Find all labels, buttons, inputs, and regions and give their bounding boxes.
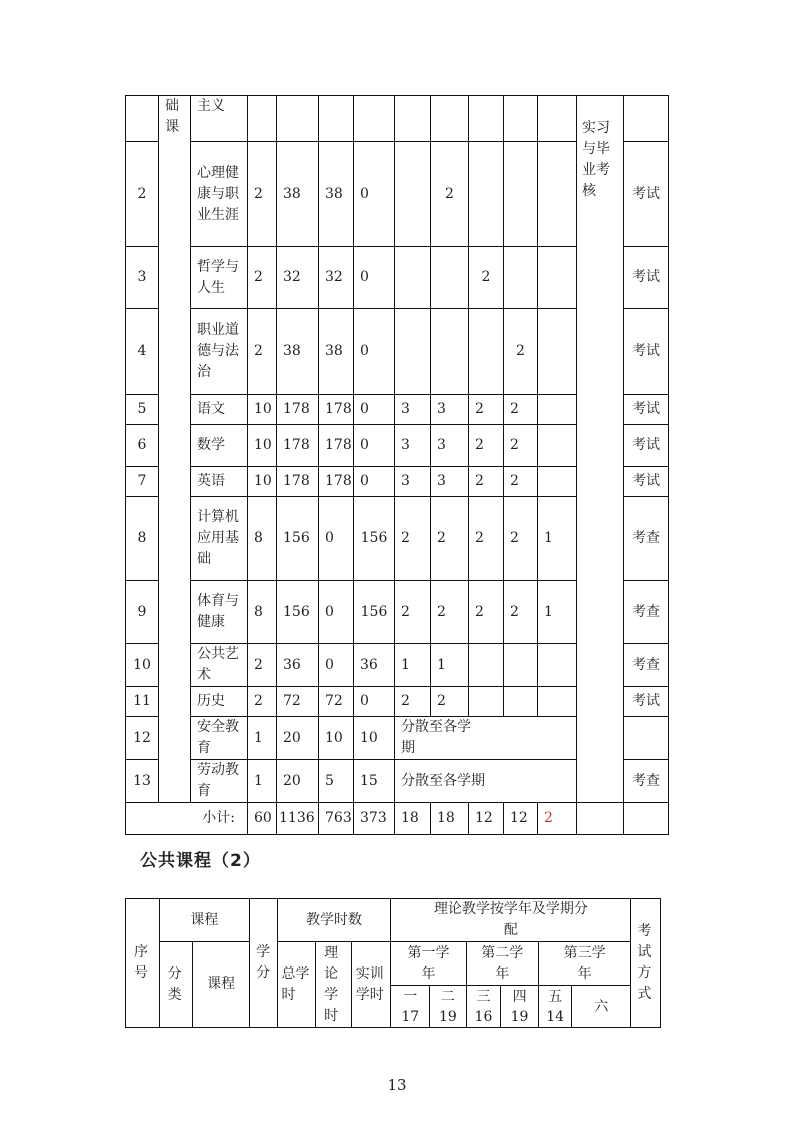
exam-type-cell: 考查 — [624, 644, 669, 687]
cell-total: 72 — [277, 687, 319, 717]
cell-s3 — [469, 96, 504, 142]
header-practice-hours: 实训学时 — [351, 942, 391, 1028]
cell-s4 — [504, 687, 538, 717]
course-name-cell: 语文 — [191, 395, 248, 425]
cell-total: 38 — [277, 142, 319, 247]
cell-s2: 1 — [431, 644, 469, 687]
term-label: 三 — [476, 988, 491, 1005]
cell-s1 — [395, 309, 431, 395]
subtotal-s3: 12 — [469, 803, 504, 835]
term-label: 四 — [512, 988, 527, 1005]
subtotal-exam — [624, 803, 669, 835]
category-gap-cell — [159, 687, 191, 717]
cell-s2: 3 — [431, 395, 469, 425]
cell-credit: 2 — [248, 644, 277, 687]
exam-type-cell: 考查 — [624, 497, 669, 581]
cell-total: 32 — [277, 247, 319, 309]
cell-s3: 2 — [469, 395, 504, 425]
category-gap-cell — [159, 497, 191, 581]
header-theory-hours: 理论学时 — [316, 942, 352, 1028]
subtotal-practice: 373 — [354, 803, 395, 835]
header-credit: 学分 — [250, 899, 277, 1028]
term-label: 一 — [403, 988, 418, 1005]
cell-theory — [319, 96, 354, 142]
category-gap-cell — [159, 717, 191, 760]
header-course-group: 课程 — [159, 899, 250, 942]
cell-credit — [248, 96, 277, 142]
header-year1: 第一学年 — [391, 942, 466, 986]
cell-credit: 2 — [248, 309, 277, 395]
cell-s2 — [431, 309, 469, 395]
term-weeks: 19 — [438, 1008, 457, 1025]
cell-theory: 38 — [319, 309, 354, 395]
term-label: 二 — [440, 988, 455, 1005]
cell-s2: 2 — [431, 687, 469, 717]
cell-credit: 8 — [248, 497, 277, 581]
header-seq: 序号 — [126, 899, 160, 1028]
cell-s1 — [395, 96, 431, 142]
cell-s4 — [504, 142, 538, 247]
category-gap-cell — [159, 395, 191, 425]
course-name-cell: 哲学与人生 — [191, 247, 248, 309]
section-title: 公共课程（2） — [140, 851, 261, 871]
cell-theory: 72 — [319, 687, 354, 717]
cell-s1: 2 — [395, 581, 431, 644]
distribution-cell: 分散至各学期 — [395, 760, 577, 803]
term-label: 六 — [594, 998, 609, 1015]
row-number-cell: 12 — [126, 717, 159, 760]
cell-practice — [354, 96, 395, 142]
cell-s4: 2 — [504, 395, 538, 425]
cell-s5: 1 — [538, 497, 577, 581]
cell-s4 — [504, 644, 538, 687]
cell-s3: 2 — [469, 247, 504, 309]
cell-total: 38 — [277, 309, 319, 395]
course-name-cell: 心理健康与职业生涯 — [191, 142, 248, 247]
cell-exam — [624, 96, 669, 142]
cell-s5 — [538, 395, 577, 425]
subtotal-credit: 60 — [248, 803, 277, 835]
cell-s1: 2 — [395, 497, 431, 581]
cell-s4: 2 — [504, 425, 538, 467]
term-label: 五 — [548, 988, 563, 1005]
cell-practice: 0 — [354, 425, 395, 467]
row-number-cell: 13 — [126, 760, 159, 803]
header-dist-group: 理论教学按学年及学期分配 — [391, 899, 631, 942]
term-weeks: 16 — [474, 1008, 493, 1025]
cell-credit: 8 — [248, 581, 277, 644]
row-number-cell: 9 — [126, 581, 159, 644]
cell-theory: 178 — [319, 425, 354, 467]
course-name-cell: 劳动教育 — [191, 760, 248, 803]
subtotal-total: 1136 — [277, 803, 319, 835]
cell-s2 — [431, 247, 469, 309]
cell-credit: 2 — [248, 247, 277, 309]
term-cell — [466, 986, 501, 1028]
cell-s3 — [469, 644, 504, 687]
term-cell — [430, 986, 467, 1028]
cell-practice: 0 — [354, 142, 395, 247]
row-number-cell: 11 — [126, 687, 159, 717]
cell-s1: 3 — [395, 425, 431, 467]
subtotal-row — [126, 803, 669, 835]
cell-credit: 10 — [248, 467, 277, 497]
cell-s4: 2 — [504, 467, 538, 497]
subtotal-s2: 18 — [431, 803, 469, 835]
subtotal-label: 小计: — [126, 803, 248, 835]
cell-total: 156 — [277, 497, 319, 581]
cell-total: 36 — [277, 644, 319, 687]
cell-s3 — [469, 309, 504, 395]
cell-practice: 0 — [354, 467, 395, 497]
merged-remark-cell: 实习与毕业考核 — [577, 96, 624, 803]
cell-s2: 3 — [431, 425, 469, 467]
cell-s5 — [538, 142, 577, 247]
cell-s3: 2 — [469, 497, 504, 581]
subtotal-s4: 12 — [504, 803, 538, 835]
cell-s2: 3 — [431, 467, 469, 497]
category-gap-cell — [159, 309, 191, 395]
cell-s5 — [538, 425, 577, 467]
row-number-cell: 6 — [126, 425, 159, 467]
term-weeks: 14 — [546, 1008, 565, 1025]
exam-type-cell: 考试 — [624, 395, 669, 425]
cell-s3 — [469, 687, 504, 717]
term-cell — [391, 986, 430, 1028]
header-total-hours: 总学时 — [277, 942, 316, 1028]
exam-type-cell: 考试 — [624, 142, 669, 247]
exam-type-cell: 考查 — [624, 581, 669, 644]
cell-s3: 2 — [469, 425, 504, 467]
cell-theory: 38 — [319, 142, 354, 247]
cell-practice: 10 — [354, 717, 395, 760]
cell-s1 — [395, 247, 431, 309]
cell-total: 178 — [277, 425, 319, 467]
course-name-cell: 公共艺术 — [191, 644, 248, 687]
cell-practice: 36 — [354, 644, 395, 687]
row-number-cell: 5 — [126, 395, 159, 425]
cell-credit: 10 — [248, 425, 277, 467]
course-name-cell: 数学 — [191, 425, 248, 467]
table-row-top — [126, 96, 669, 142]
row-number-cell: 2 — [126, 142, 159, 247]
cell-practice: 0 — [354, 687, 395, 717]
cell-practice: 156 — [354, 581, 395, 644]
cell-s2: 2 — [431, 497, 469, 581]
cell-s5 — [538, 309, 577, 395]
cell-credit: 1 — [248, 717, 277, 760]
cell-s2 — [431, 96, 469, 142]
course-name-cell: 安全教育 — [191, 717, 248, 760]
row-number-cell: 7 — [126, 467, 159, 497]
row-number-cell: 3 — [126, 247, 159, 309]
course-name-cell: 职业道德与法治 — [191, 309, 248, 395]
course-name-cell: 英语 — [191, 467, 248, 497]
category-gap-cell — [159, 581, 191, 644]
category-cell: 础课 — [159, 96, 191, 142]
row-number-cell: 4 — [126, 309, 159, 395]
header-hours-group: 教学时数 — [277, 899, 391, 942]
cell-s1: 2 — [395, 687, 431, 717]
cell-s3: 2 — [469, 467, 504, 497]
cell-s1 — [395, 142, 431, 247]
cell-s1: 3 — [395, 467, 431, 497]
cell-s4: 2 — [504, 497, 538, 581]
term-weeks: 17 — [401, 1008, 420, 1025]
header-year2: 第二学年 — [466, 942, 538, 986]
term-weeks: 19 — [510, 1008, 529, 1025]
category-gap-cell — [159, 760, 191, 803]
term-cell — [572, 986, 631, 1028]
cell-total: 178 — [277, 467, 319, 497]
cell-total — [277, 96, 319, 142]
cell-s1: 3 — [395, 395, 431, 425]
term-cell — [501, 986, 539, 1028]
exam-type-cell: 考查 — [624, 760, 669, 803]
cell-practice: 15 — [354, 760, 395, 803]
exam-type-cell: 考试 — [624, 687, 669, 717]
cell-theory: 0 — [319, 644, 354, 687]
course-name-cell: 计算机应用基础 — [191, 497, 248, 581]
subtotal-theory: 763 — [319, 803, 354, 835]
cell-s3 — [469, 142, 504, 247]
cell-s5 — [538, 644, 577, 687]
course-header-table — [125, 898, 661, 1028]
cell-s2: 2 — [431, 581, 469, 644]
cell-s4: 2 — [504, 581, 538, 644]
cell-s1: 1 — [395, 644, 431, 687]
cell-s4 — [504, 96, 538, 142]
cell-s5 — [538, 96, 577, 142]
cell-s5 — [538, 247, 577, 309]
exam-type-cell: 考试 — [624, 425, 669, 467]
header-year3: 第三学年 — [538, 942, 631, 986]
course-name-cell: 主义 — [191, 96, 248, 142]
cell-practice: 0 — [354, 395, 395, 425]
subtotal-s1: 18 — [395, 803, 431, 835]
cell-s2: 2 — [431, 142, 469, 247]
exam-type-cell — [624, 717, 669, 760]
curriculum-table-body — [126, 96, 669, 835]
subtotal-remark — [577, 803, 624, 835]
cell-practice: 0 — [354, 309, 395, 395]
cell-total: 178 — [277, 395, 319, 425]
cell-credit: 1 — [248, 760, 277, 803]
cell-credit: 2 — [248, 687, 277, 717]
row-number-cell: 10 — [126, 644, 159, 687]
category-gap-cell — [159, 467, 191, 497]
exam-type-cell: 考试 — [624, 247, 669, 309]
cell-s5 — [538, 467, 577, 497]
cell-no — [126, 96, 159, 142]
cell-s4 — [504, 247, 538, 309]
cell-total: 20 — [277, 760, 319, 803]
category-gap-cell — [159, 247, 191, 309]
row-number-cell: 8 — [126, 497, 159, 581]
exam-type-cell: 考试 — [624, 309, 669, 395]
header-exam: 考试方式 — [631, 899, 661, 1028]
header-category: 分类 — [159, 942, 193, 1028]
category-gap-cell — [159, 644, 191, 687]
cell-total: 20 — [277, 717, 319, 760]
cell-credit: 10 — [248, 395, 277, 425]
header-course: 课程 — [193, 942, 250, 1028]
cell-total: 156 — [277, 581, 319, 644]
cell-theory: 5 — [319, 760, 354, 803]
cell-credit: 2 — [248, 142, 277, 247]
cell-s3: 2 — [469, 581, 504, 644]
cell-s5: 1 — [538, 581, 577, 644]
subtotal-s5: 2 — [538, 803, 577, 835]
cell-practice: 0 — [354, 247, 395, 309]
cell-s4: 2 — [504, 309, 538, 395]
cell-theory: 178 — [319, 395, 354, 425]
cell-theory: 32 — [319, 247, 354, 309]
cell-practice: 156 — [354, 497, 395, 581]
exam-type-cell: 考试 — [624, 467, 669, 497]
cell-theory: 178 — [319, 467, 354, 497]
page-number: 13 — [387, 1076, 407, 1094]
cell-theory: 10 — [319, 717, 354, 760]
category-gap-cell — [159, 142, 191, 247]
cell-s5 — [538, 687, 577, 717]
distribution-cell: 分散至各学期 — [395, 717, 577, 760]
cell-theory: 0 — [319, 497, 354, 581]
curriculum-table — [125, 95, 669, 835]
cell-theory: 0 — [319, 581, 354, 644]
course-name-cell: 历史 — [191, 687, 248, 717]
term-cell — [538, 986, 572, 1028]
category-gap-cell — [159, 425, 191, 467]
course-name-cell: 体育与健康 — [191, 581, 248, 644]
